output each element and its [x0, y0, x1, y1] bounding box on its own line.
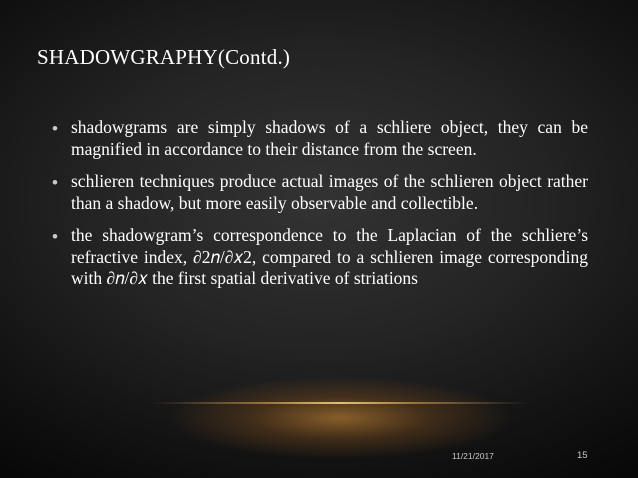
slide-title: SHADOWGRAPHY(Contd.) — [37, 45, 291, 69]
bullet-dot-icon: • — [52, 173, 58, 192]
bullet-dot-icon: • — [52, 227, 58, 246]
bullet-list — [52, 117, 588, 301]
bullet-dot-icon: • — [52, 119, 58, 138]
bullet-text: shadowgrams are simply shadows of a schliere object, they can be magnified in accordance to their distance from the screen. — [71, 117, 588, 159]
footer-date: 11/21/2017 — [452, 451, 494, 461]
decorative-glow-line — [150, 402, 530, 404]
page-number: 15 — [577, 450, 588, 461]
bullet-text: schlieren techniques produce actual images of the schlieren object rather than a shadow, but more easily observable and collectible. — [71, 171, 588, 213]
bullet-item — [52, 171, 588, 214]
bullet-item — [52, 117, 588, 160]
bullet-text: the shadowgram’s correspondence to the Laplacian of the schliere’s refractive index, ∂2𝑛/∂𝑥2, compared to a schlieren image corresponding with ∂𝑛/∂𝑥 the first spatial derivative of striations — [71, 225, 588, 288]
bullet-item — [52, 225, 588, 290]
